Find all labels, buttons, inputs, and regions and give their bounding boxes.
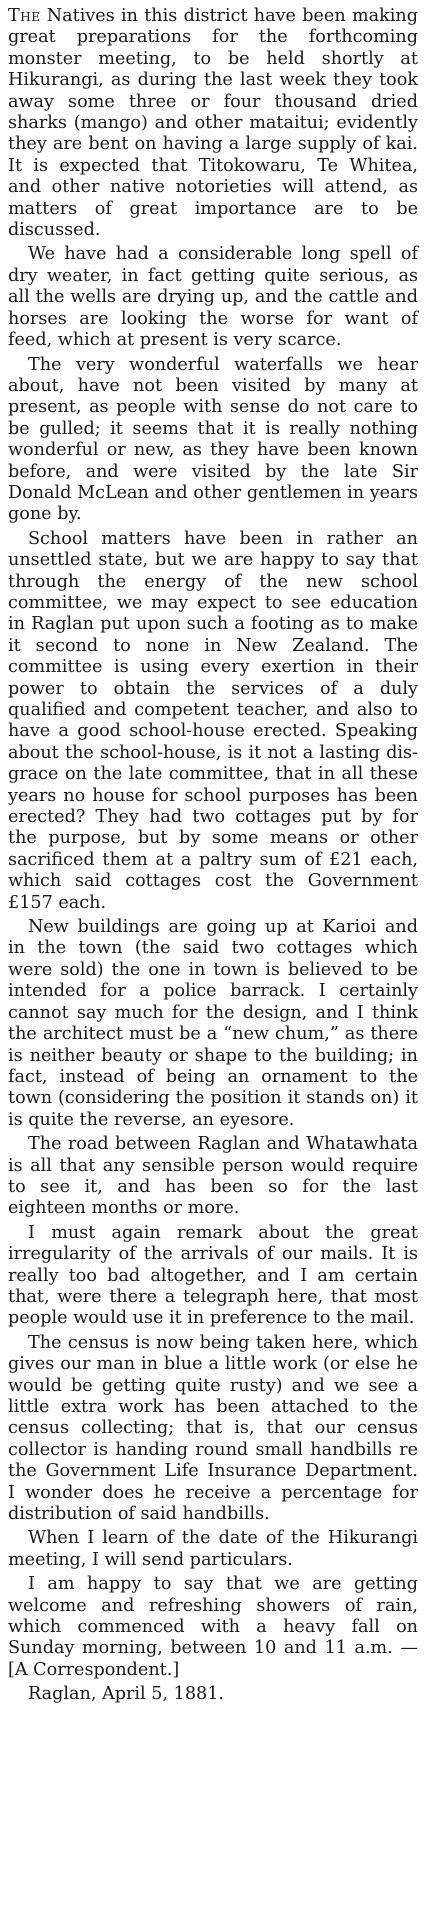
lead-word: The [8,6,41,26]
article-paragraph-9: When I learn of the date of the Hikurangi meeting, I will send particulars. [8,1528,418,1570]
article-paragraph-8: The census is now being taken here, which gives our man in blue a little work (or else he would be getting quite rusty) and we see a little extra work has been attached to the census collecting; that is, that our census collector is handing round small handbills re the Government Life Insurance Department. I wonder does he receive a percentage for distribution of said handbills. [8,1332,418,1525]
article-paragraph-4: School matters have been in rather an unsettled state, but we are happy to say that through the energy of the new school committee, we may expect to see education in Raglan put upon such a footing as to make it second to none in New Zealand. The committee is using every exertion in their power to obtain the services of a duly qualified and competent teacher, and also to have a good school-house erected. Speaking about the school-house, is it not a lasting disgrace on the late committee, that in all these years no house for school purposes has been erected? They had two cottages put by for the purpose, but by some means or other sacrificed them at a paltry sum of £21 each, which said cottages cost the Government £157 each. [8,528,418,913]
article-paragraph-10: I am happy to say that we are getting welcome and refreshing showers of rain, which commenced with a heavy fall on Sunday morning, between 10 and 11 a.m. —[A Correspondent.] [8,1574,418,1680]
dateline: Raglan, April 5, 1881. [28,1684,225,1705]
article-paragraph-2: We have had a considerable long spell of dry weater, in fact getting quite serious, as all the wells are drying up, and the cattle and horses are looking the worse for want of feed, which at present is very scarce. [8,244,418,351]
article-column [8,6,418,1706]
article-paragraph-3: The very wonderful waterfalls we hear about, have not been visited by many at present, as people with sense do not care to be gulled; it seems that it is really nothing wonderful or new, as they have been known before, and were visited by the late Sir Donald McLean and other gentlemen in years gone by. [8,354,418,525]
article-paragraph-6: The road between Raglan and Whatawhata is all that any sensible person would require to see it, and has been so for the last eighteen months or more. [8,1134,418,1219]
article-paragraph-7: I must again remark about the great irregularity of the arrivals of our mails. It is really too bad altogether, and I am certain that, were there a telegraph here, that most people would use it in preference to the mail. [8,1222,418,1329]
article-paragraph-1 [8,6,418,241]
article-paragraph-5: New buildings are going up at Karioi and in the town (the said two cottages which were sold) the one in town is believed to be intended for a police barrack. I certainly cannot say much for the design, and I think the architect must be a “new chum,” as there is neither beauty or shape to the building; in fact, instead of being an ornament to the town (considering the position it stands on) it is quite the reverse, an eyesore. [8,917,418,1130]
paragraph-text: Natives in this district have been making great preparations for the forthcoming monster meeting, to be held shortly at Hikurangi, as during the last week they took away some three or four thousand dried sharks (mango) and other mataitui; evidently they are bent on having a large supply of kai. It is expected that Titokowaru, Te Whitea, and other native notorieties will attend, as matters of great importance are to be discussed. [8,6,418,241]
